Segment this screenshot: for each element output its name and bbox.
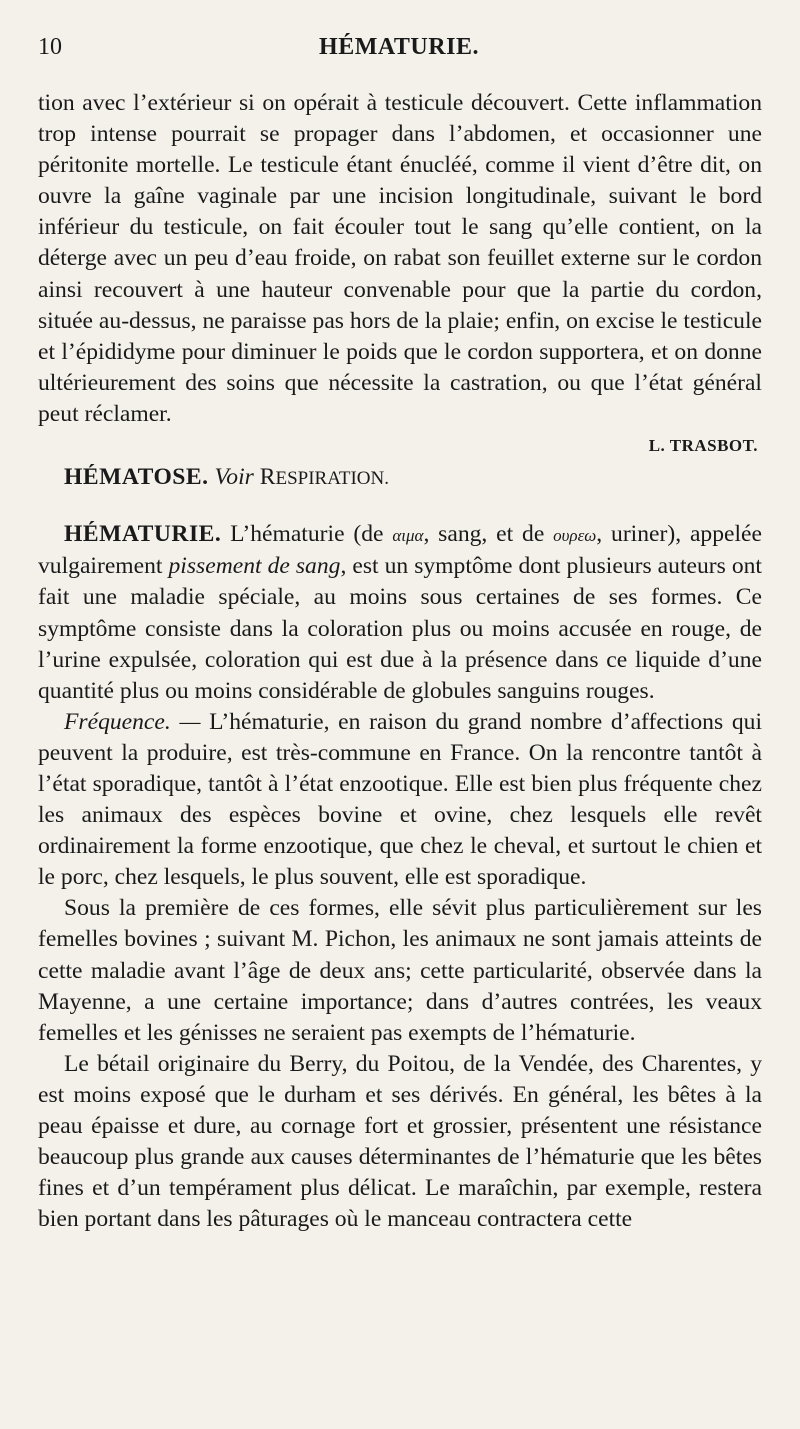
page-body [38, 88, 762, 1235]
running-title: HÉMATURIE. [319, 34, 479, 60]
paragraph-betail: Le bétail originaire du Berry, du Poitou, de la Vendée, des Charentes, y est moins exposé que le durham et ses dérivés. En général, les bêtes à la peau épaisse et dure, au cornage fort et grossier, présentent une résistance beaucoup plus grande aux causes déterminantes de l’hématurie que les bêtes fines et d’un tempérament plus délicat. Le maraîchin, par exemple, restera bien portant dans les pâturages où le manceau contractera cette [38, 1050, 762, 1233]
author-signature: L. TRASBOT. [648, 436, 758, 456]
section-gap [38, 494, 762, 519]
greek-word-haima: αιμα [392, 526, 424, 546]
see-label: Voir [214, 464, 254, 491]
page-number: 10 [38, 34, 62, 60]
italic-pissement: pissement de sang [168, 553, 341, 580]
entry-term-hematurie: HÉMATURIE. [64, 521, 222, 548]
paragraph-sous-la-premiere: Sous la première de ces formes, elle sévit plus particulièrement sur les femelles bovines ; suivant M. Pichon, les animaux ne sont jamais atteints de cette maladie avant l’âge de deux ans; cette particularité, observée dans la Mayenne, a une certaine importance; dans d’autres contrées, les veaux femelles et les génisses ne seraient pas exempts de l’hématurie. [38, 895, 762, 1046]
entry-hematurie: HÉMATURIE. L’hématurie (de αιμα, sang, et de ουρεω, uriner), appelée vulgairement pissement de sang, est un symptôme dont plusieurs auteurs ont fait une maladie spéciale, au moins sous certaines de ses formes. Ce symptôme consiste dans la coloration plus ou moins accusée en rouge, de l’urine expulsée, coloration qui est due à la présence dans ce liquide d’une quantité plus ou moins considérable de globules sanguins rouges. [38, 521, 762, 704]
page-header [38, 34, 760, 70]
paragraph-frequence: Fréquence. — L’hématurie, en raison du grand nombre d’affections qui peuvent la produire, est très-commune en France. On la rencontre tantôt à l’état sporadique, tantôt à l’état enzootique. Elle est bien plus fréquente chez les animaux des espèces bovine et ovine, chez lesquels elle revêt ordinairement la forme enzootique, que chez le cheval, et surtout le chien et le porc, chez lesquels, le plus souvent, elle est sporadique. [38, 708, 762, 891]
paragraph-castration-end: tion avec l’extérieur si on opérait à testicule découvert. Cette inflammation trop intense pourrait se propager dans l’abdomen, et occasionner une péritonite mortelle. Le testicule étant énucléé, comme il vient d’être dit, on ouvre la gaîne vaginale par une incision longitudinale, suivant le bord inférieur du testicule, on fait écouler tout le sang qu’elle contient, on la déterge avec un peu d’eau froide, on rabat son feuillet externe sur le cordon ainsi recouvert à une hauteur convenable pour que la partie du cordon, située au-dessus, ne paraisse pas hors de la plaie; enfin, on excise le testicule et l’épididyme pour diminuer le poids que le cordon supportera, et on donne ultérieurement des soins que nécessite la castration, ou que l’état général peut réclamer. [38, 90, 762, 427]
entry-hematose [38, 462, 762, 494]
entry-term-hematose: HÉMATOSE. [64, 464, 209, 491]
greek-word-oureo: ουρεω [553, 526, 597, 546]
cross-reference: RESPIRATION. [259, 464, 389, 491]
subheading-frequence: Fréquence. — [64, 708, 201, 735]
